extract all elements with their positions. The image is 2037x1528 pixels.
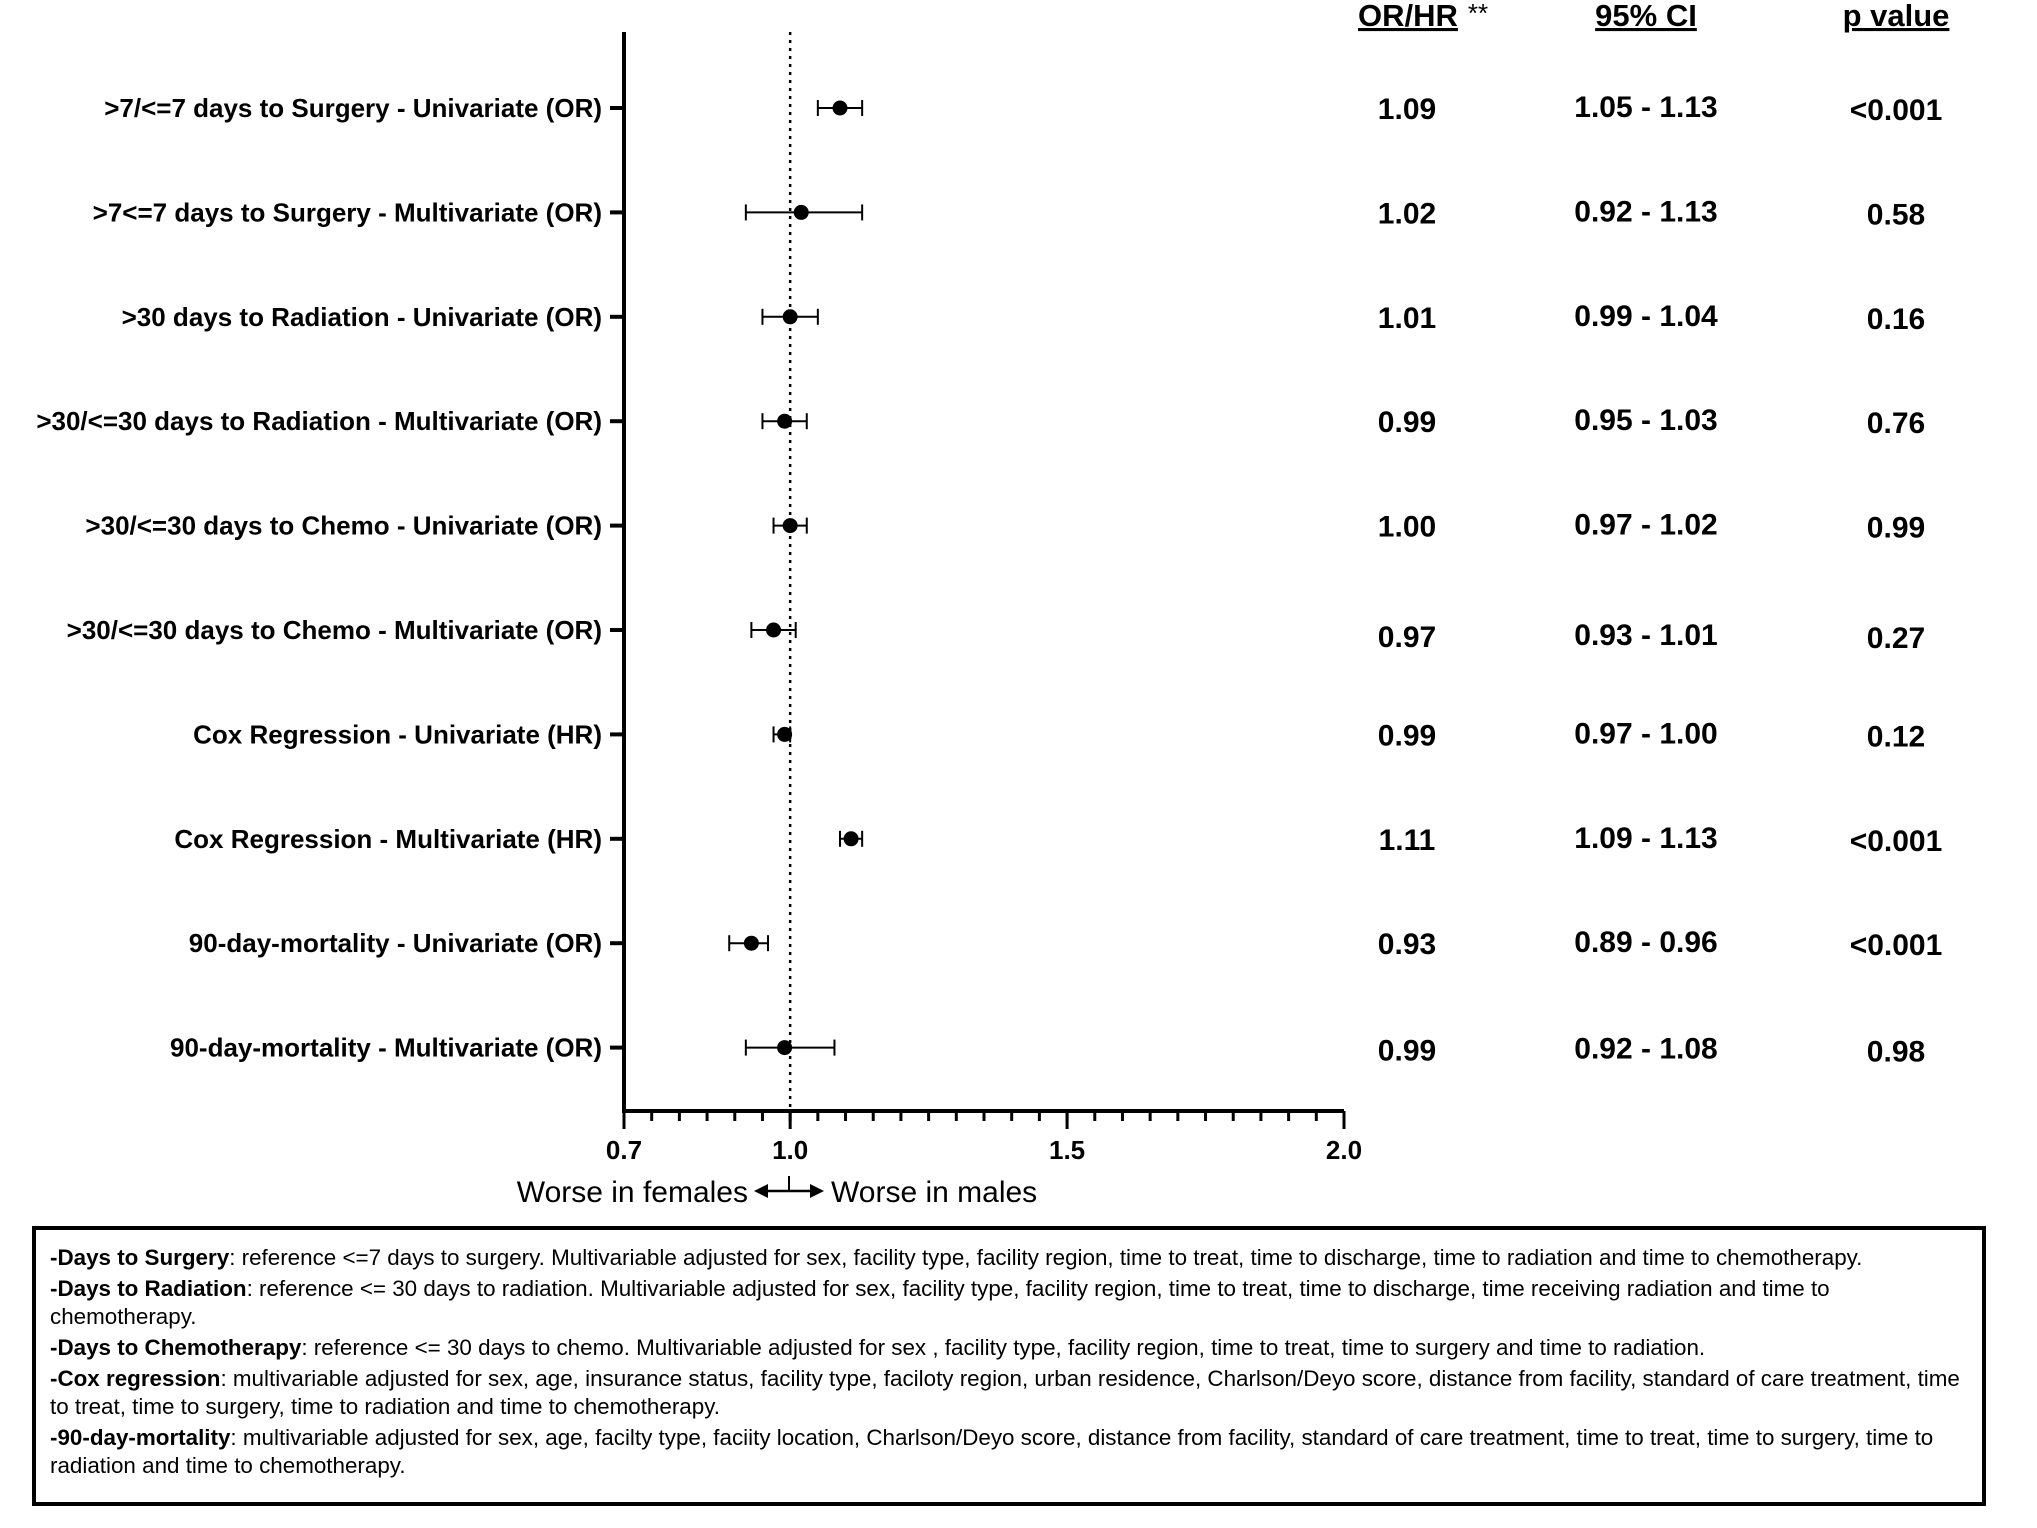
footnote-text: : reference <= 30 days to radiation. Multivariable adjusted for sex, facility type, facility region, time to treat, time to discharge, time receiving radiation and time to chemotherapy. xyxy=(50,1276,1830,1329)
footnote-title: -Days to Chemotherapy xyxy=(50,1335,302,1360)
estimate-value: 1.09 xyxy=(1377,93,1437,126)
estimate-value: 0.93 xyxy=(1377,928,1437,962)
x-tick-label: 1.5 xyxy=(1048,1135,1086,1165)
p-value: 0.99 xyxy=(1866,511,1926,545)
ci-value: 0.93 - 1.01 xyxy=(1574,619,1718,652)
estimate-point xyxy=(777,1040,792,1055)
forest-row xyxy=(170,1033,1925,1069)
row-label: >30/<=30 days to Chemo - Multivariate (OR) xyxy=(66,615,602,645)
footnote-title: -Days to Radiation xyxy=(50,1276,247,1301)
footnote xyxy=(50,1244,1966,1272)
estimate-value: 1.11 xyxy=(1378,823,1436,857)
p-value: 0.27 xyxy=(1866,622,1926,655)
ci-value: 0.95 - 1.03 xyxy=(1574,404,1718,438)
p-value: 0.76 xyxy=(1866,407,1926,441)
forest-row xyxy=(36,404,1925,440)
direction-right-label: Worse in males xyxy=(831,1176,1038,1209)
estimate-point xyxy=(783,309,798,324)
estimate-value: 0.97 xyxy=(1377,621,1437,654)
p-value: <0.001 xyxy=(1849,94,1943,127)
header-ci: 95% CI xyxy=(1595,0,1697,33)
estimate-value: 1.01 xyxy=(1377,301,1437,335)
ci-value: 0.92 - 1.13 xyxy=(1574,195,1718,229)
footnote-text: : multivariable adjusted for sex, age, insurance status, facility type, faciloty region, urban residence, Charlson/Deyo score, distance from facility, standard of care treatment, time to treat, time to surgery, time to radiation and time to chemotherapy. xyxy=(50,1366,1960,1419)
footnote-title: -Cox regression xyxy=(50,1366,221,1391)
footnote xyxy=(50,1275,1966,1331)
forest-row xyxy=(85,509,1925,545)
row-label: >30 days to Radiation - Univariate (OR) xyxy=(121,301,602,332)
footnote xyxy=(50,1424,1966,1480)
footnote xyxy=(50,1365,1966,1421)
direction-left-label: Worse in females xyxy=(516,1176,748,1209)
p-value: <0.001 xyxy=(1849,929,1943,963)
estimate-point xyxy=(744,936,759,951)
forest-row xyxy=(189,926,1943,962)
footnotes-box xyxy=(32,1226,1986,1506)
header-p-value: p value xyxy=(1842,0,1950,33)
estimate-value: 1.02 xyxy=(1377,197,1437,231)
forest-row xyxy=(67,615,1926,655)
estimate-point xyxy=(766,623,781,638)
estimate-point xyxy=(794,205,809,220)
forest-row xyxy=(174,822,1942,858)
x-tick-label: 0.7 xyxy=(605,1135,643,1165)
estimate-value: 0.99 xyxy=(1377,1034,1437,1068)
row-label: >7<=7 days to Surgery - Multivariate (OR) xyxy=(92,197,602,228)
row-label: 90-day-mortality - Multivariate (OR) xyxy=(170,1032,602,1063)
forest-row xyxy=(193,717,1925,753)
ci-value: 0.92 - 1.08 xyxy=(1574,1032,1718,1066)
estimate-point xyxy=(783,518,798,533)
direction-arrow xyxy=(754,1176,824,1198)
forest-row xyxy=(104,91,1942,127)
p-value: 0.12 xyxy=(1866,720,1926,754)
ci-value: 1.05 - 1.13 xyxy=(1574,91,1718,124)
p-value: 0.58 xyxy=(1866,198,1926,232)
x-tick-label: 1.0 xyxy=(772,1135,809,1165)
p-value: 0.16 xyxy=(1866,302,1926,336)
ci-value: 0.99 - 1.04 xyxy=(1574,299,1718,333)
estimate-value: 1.00 xyxy=(1377,510,1437,544)
row-label: 90-day-mortality - Univariate (OR) xyxy=(188,928,602,959)
forest-row xyxy=(93,195,1926,231)
forest-row xyxy=(122,300,1926,336)
estimate-point xyxy=(777,727,792,742)
row-label: >30/<=30 days to Chemo - Univariate (OR) xyxy=(85,510,602,541)
row-label: >7/<=7 days to Surgery - Univariate (OR) xyxy=(104,93,602,123)
header-estimate: OR/HR xyxy=(1358,0,1458,33)
ci-value: 0.97 - 1.02 xyxy=(1574,508,1718,542)
row-label: >30/<=30 days to Radiation - Multivariate (OR) xyxy=(36,406,602,437)
footnote-title: -Days to Surgery xyxy=(50,1245,230,1270)
footnote xyxy=(50,1334,1966,1362)
ci-value: 1.09 - 1.13 xyxy=(1574,821,1718,855)
row-label: Cox Regression - Univariate (HR) xyxy=(193,719,602,750)
ci-value: 0.97 - 1.00 xyxy=(1574,717,1718,751)
estimate-point xyxy=(777,414,792,429)
estimate-point xyxy=(844,831,859,846)
p-value: <0.001 xyxy=(1849,824,1943,858)
estimate-value: 0.99 xyxy=(1377,406,1437,440)
estimate-value: 0.99 xyxy=(1377,719,1437,753)
ci-value: 0.89 - 0.96 xyxy=(1574,926,1718,960)
footnote-text: : reference <=7 days to surgery. Multivariable adjusted for sex, facility type, facility region, time to treat, time to discharge, time to radiation and time to chemotherapy. xyxy=(229,1245,1863,1270)
footnote-text: : reference <= 30 days to chemo. Multivariable adjusted for sex , facility type, facility region, time to treat, time to surgery and time to radiation. xyxy=(301,1335,1706,1360)
footnote-title: -90-day-mortality xyxy=(50,1425,231,1450)
x-tick-label: 2.0 xyxy=(1325,1135,1363,1165)
footnote-text: : multivariable adjusted for sex, age, facilty type, faciity location, Charlson/Deyo score, distance from facility, standard of care treatment, time to treat, time to surgery, time to radiation and time to chemotherapy. xyxy=(50,1425,1934,1478)
row-label: Cox Regression - Multivariate (HR) xyxy=(174,823,602,854)
p-value: 0.98 xyxy=(1866,1035,1926,1069)
header-estimate-note: ** xyxy=(1467,0,1489,28)
forest-rows xyxy=(36,91,1942,1069)
estimate-point xyxy=(833,101,848,116)
